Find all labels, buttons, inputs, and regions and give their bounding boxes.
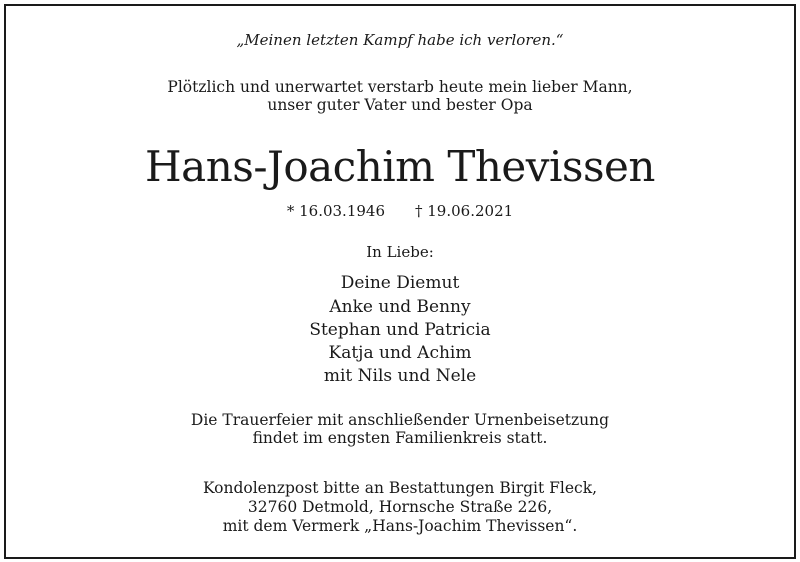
intro-line-2: unser guter Vater und bester Opa xyxy=(267,96,533,114)
condolence-line-2: 32760 Detmold, Hornsche Straße 226, xyxy=(247,498,553,516)
in-love-label: In Liebe: xyxy=(366,243,434,261)
deceased-name: Hans-Joachim Thevissen xyxy=(145,142,655,191)
condolence-line-1: Kondolenzpost bitte an Bestattungen Birgit Fleck, xyxy=(202,479,598,497)
condolence-line-3: mit dem Vermerk „Hans-Joachim Thevissen“. xyxy=(222,517,578,535)
mourner-line-4: Katja und Achim xyxy=(328,343,472,363)
life-dates xyxy=(0,204,800,219)
mourner-line-3: Stephan und Patricia xyxy=(309,320,491,340)
motto-quote: „Meinen letzten Kampf habe ich verloren.“ xyxy=(236,31,564,49)
mourner-line-1: Deine Diemut xyxy=(340,273,460,293)
mourner-line-5: mit Nils und Nele xyxy=(323,366,477,386)
death-date: † 19.06.2021 xyxy=(415,202,514,220)
intro-line-1: Plötzlich und unerwartet verstarb heute mein lieber Mann, xyxy=(167,78,633,96)
birth-date: * 16.03.1946 xyxy=(286,202,385,220)
mourner-line-2: Anke und Benny xyxy=(329,297,471,317)
funeral-line-2: findet im engsten Familienkreis statt. xyxy=(252,429,548,447)
funeral-line-1: Die Trauerfeier mit anschließender Urnenbeisetzung xyxy=(190,411,610,429)
